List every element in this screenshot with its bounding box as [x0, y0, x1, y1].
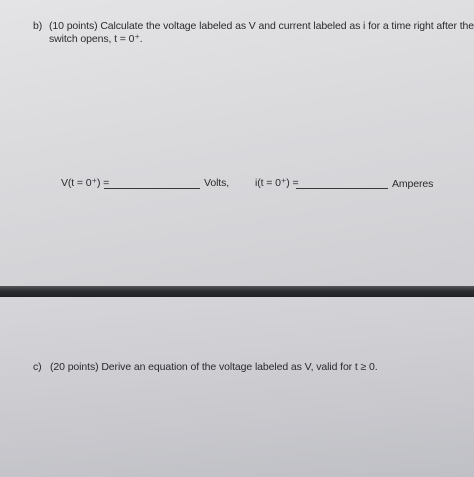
question-c-text: (20 points) Derive an equation of the voltage labeled as V, valid for t ≥ 0.: [50, 361, 378, 373]
current-answer-blank[interactable]: [296, 188, 388, 189]
voltage-answer-prompt: V(t = 0⁺) =: [61, 177, 110, 189]
voltage-unit-label: Volts,: [204, 177, 230, 189]
question-b-text-line2: switch opens, t = 0⁺.: [49, 33, 143, 45]
current-unit-label: Amperes: [392, 178, 434, 190]
current-answer-prompt: i(t = 0⁺) =: [255, 177, 299, 189]
lower-page-section: [0, 297, 474, 477]
question-c-label: c): [33, 361, 42, 373]
question-b-text-line1: (10 points) Calculate the voltage labeled as V and current labeled as i for a time right after the: [49, 20, 474, 32]
page-divider-bar: [0, 286, 474, 297]
question-b-label: b): [33, 20, 43, 32]
voltage-answer-blank[interactable]: [104, 188, 200, 189]
